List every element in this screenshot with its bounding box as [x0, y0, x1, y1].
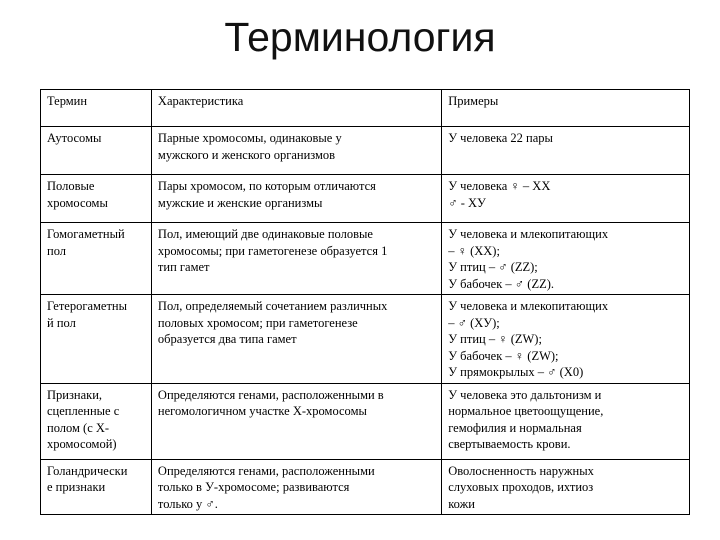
examples-line: У человека это дальтонизм и: [448, 387, 602, 402]
term-line: сцепленные с: [47, 404, 120, 418]
table-header-row: [41, 90, 690, 127]
term-cell: [41, 127, 152, 175]
terminology-table: [40, 89, 690, 515]
characteristic-line: половых хромосом; при гаметогенезе: [157, 315, 358, 330]
table-row: [41, 223, 690, 295]
characteristic-cell: [151, 127, 441, 175]
examples-cell: [442, 175, 690, 223]
examples-cell: [442, 459, 690, 515]
table-row: [41, 127, 690, 175]
characteristic-cell: [151, 295, 441, 384]
term-line: й пол: [47, 315, 76, 330]
header-characteristic: Характеристика: [151, 90, 441, 127]
characteristic-line: хромосомы; при гаметогенезе образуется 1: [157, 243, 388, 258]
term-line: Гетерогаметны: [47, 299, 128, 313]
term-line: Аутосомы: [47, 131, 102, 145]
page-title: Терминология: [224, 14, 496, 60]
characteristic-line: только у ♂.: [157, 496, 218, 511]
examples-line: нормальное цветоощущение,: [448, 404, 604, 418]
characteristic-line: мужского и женского организмов: [157, 147, 336, 162]
characteristic-line: Определяются генами, расположенными в: [157, 387, 384, 402]
term-line: е признаки: [47, 480, 106, 494]
table-row: [41, 459, 690, 515]
term-cell: [41, 295, 152, 384]
header-term: Термин: [41, 90, 152, 127]
term-line: Признаки,: [47, 387, 103, 402]
characteristic-line: тип гамет: [157, 260, 210, 274]
examples-line: У человека 22 пары: [448, 131, 553, 145]
term-line: хромосомы: [47, 195, 108, 210]
examples-line: Оволосненность наружных: [448, 463, 594, 478]
examples-line: У человека ♀ – ХХ: [448, 179, 551, 193]
characteristic-line: Определяются генами, расположенными: [157, 463, 375, 478]
characteristic-line: негомологичном участке Х-хромосомы: [157, 404, 367, 418]
header-examples: Примеры: [442, 90, 690, 127]
examples-line: У птиц – ♂ (ZZ);: [448, 260, 538, 274]
term-line: хромосомой): [47, 437, 117, 451]
examples-line: ♂ - ХУ: [448, 195, 486, 210]
term-line: полом (с Х-: [47, 420, 110, 435]
term-line: Голандрически: [47, 463, 128, 478]
examples-line: У бабочек – ♂ (ZZ).: [448, 276, 555, 291]
examples-cell: [442, 383, 690, 459]
examples-line: свертываемость крови.: [448, 437, 571, 451]
table-row: [41, 295, 690, 384]
characteristic-line: Пары хромосом, по которым отличаются: [157, 179, 376, 193]
examples-line: – ♂ (ХУ);: [448, 315, 500, 330]
term-line: Гомогаметный: [47, 227, 125, 241]
characteristic-line: Парные хромосомы, одинаковые у: [157, 131, 342, 145]
examples-line: У птиц – ♀ (ZW);: [448, 332, 542, 346]
term-line: пол: [47, 243, 67, 258]
examples-line: слуховых проходов, ихтиоз: [448, 480, 594, 494]
examples-line: – ♀ (ХХ);: [448, 243, 500, 258]
characteristic-cell: [151, 223, 441, 295]
term-cell: [41, 459, 152, 515]
examples-line: кожи: [448, 496, 475, 511]
examples-cell: [442, 295, 690, 384]
term-line: Половые: [47, 179, 95, 193]
term-cell: [41, 383, 152, 459]
characteristic-cell: [151, 459, 441, 515]
examples-line: У бабочек – ♀ (ZW);: [448, 348, 559, 363]
characteristic-line: Пол, имеющий две одинаковые половые: [157, 227, 373, 241]
examples-cell: [442, 223, 690, 295]
characteristic-cell: [151, 383, 441, 459]
examples-line: гемофилия и нормальная: [448, 420, 582, 435]
table-row: [41, 175, 690, 223]
characteristic-cell: [151, 175, 441, 223]
characteristic-line: Пол, определяемый сочетанием различных: [157, 299, 388, 313]
term-cell: [41, 175, 152, 223]
examples-line: У прямокрылых – ♂ (Х0): [448, 365, 584, 379]
examples-cell: [442, 127, 690, 175]
characteristic-line: мужские и женские организмы: [157, 195, 323, 210]
examples-line: У человека и млекопитающих: [448, 299, 609, 313]
examples-line: У человека и млекопитающих: [448, 227, 609, 241]
table-row: [41, 383, 690, 459]
term-cell: [41, 223, 152, 295]
characteristic-line: образуется два типа гамет: [157, 332, 297, 346]
characteristic-line: только в У-хромосоме; развиваются: [157, 480, 350, 494]
